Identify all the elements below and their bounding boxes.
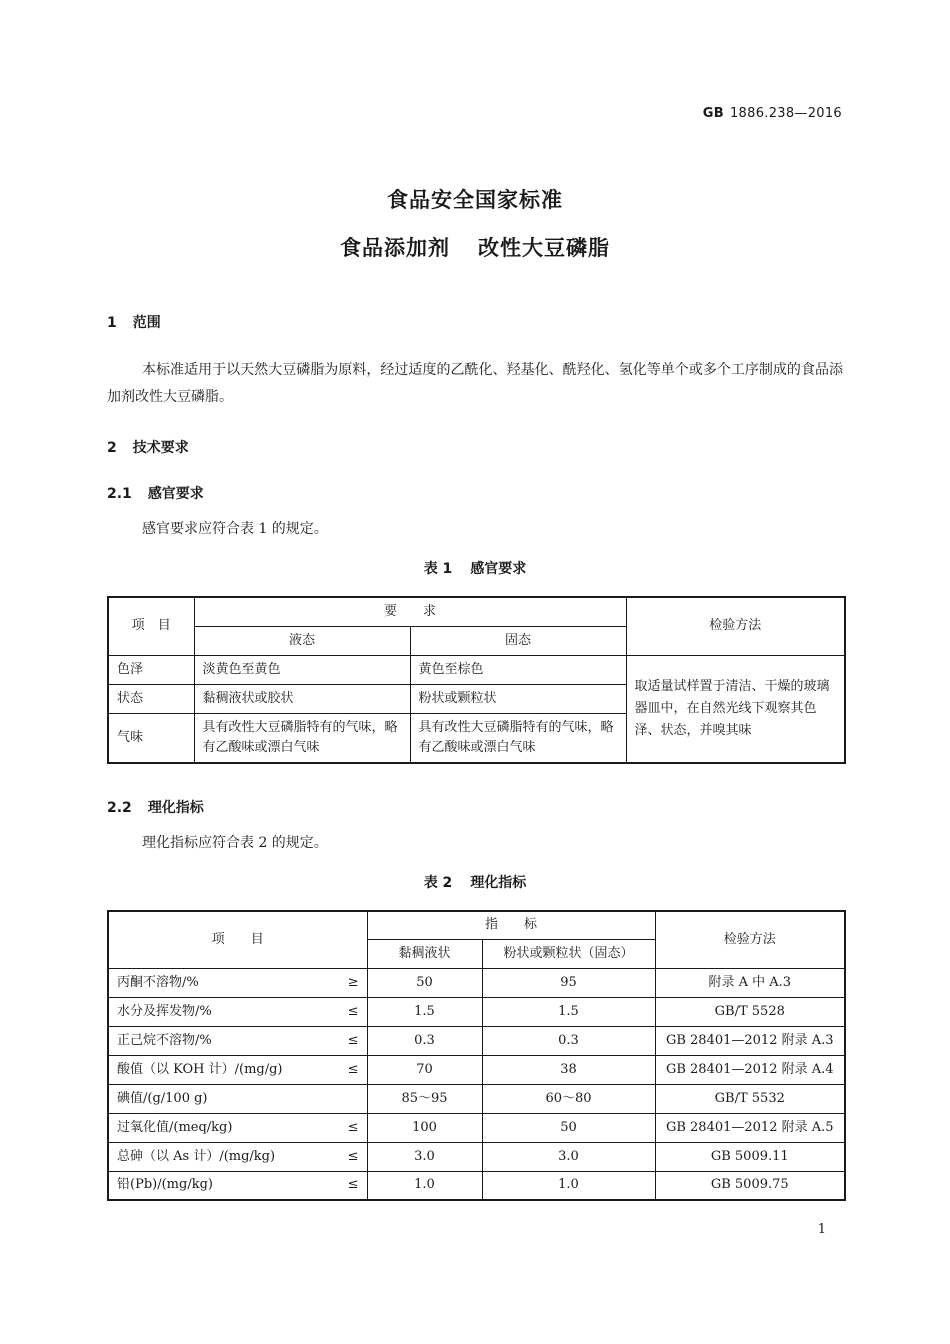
caption-title: 感官要求 — [470, 561, 527, 577]
t2-cell-item: 丙酮不溶物/% — [117, 974, 199, 990]
t2-cell-liquid: 3.0 — [367, 1142, 482, 1171]
t2-cell-method: GB/T 5532 — [655, 1084, 845, 1113]
section-title: 理化指标 — [147, 800, 204, 816]
paragraph-text: 理化指标应符合表 2 的规定。 — [142, 835, 328, 851]
caption-number: 表 2 — [423, 875, 453, 891]
table-row — [108, 1113, 845, 1142]
paragraph-text: 本标准适用于以天然大豆磷脂为原料，经过适度的乙酰化、羟基化、酰羟化、氢化等单个或多个工序制成的食品添加剂改性大豆磷脂。 — [107, 362, 843, 405]
t2-cell-liquid: 1.0 — [367, 1171, 482, 1200]
section-title: 范围 — [132, 315, 161, 331]
caption-title: 理化指标 — [470, 875, 527, 891]
section-2-2-paragraph — [107, 830, 843, 857]
t2-cell-item: 总砷（以 As 计）/(mg/kg) — [117, 1148, 276, 1164]
t1-cell-liquid: 黏稠液状或胶状 — [194, 684, 410, 713]
section-2-1-paragraph — [107, 516, 843, 543]
t2-cell-method: GB 28401—2012 附录 A.3 — [655, 1026, 845, 1055]
section-1-heading — [107, 312, 161, 332]
t2-cell-operator: ≤ — [347, 1032, 359, 1048]
t1-cell-liquid: 淡黄色至黄色 — [194, 655, 410, 684]
table-row — [108, 1026, 845, 1055]
table-row — [108, 997, 845, 1026]
t2-cell-solid: 1.5 — [482, 997, 655, 1026]
t2-header-item: 项 目 — [108, 911, 367, 968]
t1-cell-item: 气味 — [108, 713, 194, 763]
t2-cell-solid: 38 — [482, 1055, 655, 1084]
t1-header-method: 检验方法 — [626, 597, 845, 655]
t2-cell-operator: ≤ — [347, 1177, 359, 1193]
t1-cell-solid: 粉状或颗粒状 — [410, 684, 626, 713]
t2-cell-operator: ≤ — [347, 1003, 359, 1019]
t2-cell-solid: 3.0 — [482, 1142, 655, 1171]
t1-cell-item: 色泽 — [108, 655, 194, 684]
section-number: 2 — [107, 440, 117, 456]
table-2-physicochemical — [107, 910, 846, 1201]
t2-cell-item: 过氧化值/(meq/kg) — [117, 1119, 233, 1135]
t1-header-requirement: 要 求 — [194, 597, 626, 626]
t2-cell-solid: 1.0 — [482, 1171, 655, 1200]
t2-cell-solid: 95 — [482, 968, 655, 997]
section-2-1-heading — [107, 483, 204, 503]
table-row — [108, 1055, 845, 1084]
t1-header-item: 项 目 — [108, 597, 194, 655]
t2-cell-solid: 0.3 — [482, 1026, 655, 1055]
section-1-paragraph — [107, 357, 843, 411]
t2-cell-operator: ≤ — [347, 1061, 359, 1077]
t2-header-method: 检验方法 — [655, 911, 845, 968]
t2-header-solid: 粉状或颗粒状（固态） — [482, 939, 655, 968]
t2-cell-operator: ≤ — [347, 1148, 359, 1164]
t2-header-index: 指 标 — [367, 911, 655, 939]
section-2-2-heading — [107, 797, 204, 817]
standard-code — [703, 106, 842, 121]
t2-cell-item: 碘值/(g/100 g) — [117, 1090, 208, 1106]
table-row — [108, 968, 845, 997]
t2-cell-solid: 60～80 — [482, 1084, 655, 1113]
t1-header-liquid: 液态 — [194, 626, 410, 655]
section-title: 技术要求 — [132, 440, 189, 456]
t2-cell-item: 酸值（以 KOH 计）/(mg/g) — [117, 1061, 283, 1077]
section-2-heading — [107, 437, 189, 457]
table-2-caption — [0, 872, 950, 892]
t1-cell-method: 取适量试样置于清洁、干燥的玻璃器皿中，在自然光线下观察其色泽、状态，并嗅其味 — [626, 655, 845, 763]
t2-cell-liquid: 1.5 — [367, 997, 482, 1026]
t1-cell-liquid: 具有改性大豆磷脂特有的气味，略有乙酸味或漂白气味 — [194, 713, 410, 763]
t2-cell-operator: ≥ — [347, 974, 359, 990]
t2-cell-operator: ≤ — [347, 1119, 359, 1135]
t2-header-liquid: 黏稠液状 — [367, 939, 482, 968]
table-row — [108, 1171, 845, 1200]
t2-cell-item: 水分及挥发物/% — [117, 1003, 212, 1019]
table-1-caption — [0, 558, 950, 578]
t2-cell-solid: 50 — [482, 1113, 655, 1142]
t2-cell-method: 附录 A 中 A.3 — [655, 968, 845, 997]
standard-prefix: GB — [702, 106, 724, 121]
t2-cell-item: 正己烷不溶物/% — [117, 1032, 212, 1048]
standard-number: 1886.238—2016 — [729, 106, 842, 121]
t2-cell-item: 铅(Pb)/(mg/kg) — [117, 1177, 213, 1193]
section-number: 2.2 — [107, 800, 132, 816]
t1-cell-item: 状态 — [108, 684, 194, 713]
title-line2-part-b: 改性大豆磷脂 — [478, 236, 610, 260]
t1-cell-solid: 具有改性大豆磷脂特有的气味，略有乙酸味或漂白气味 — [410, 713, 626, 763]
table-row — [108, 655, 845, 684]
t2-cell-liquid: 0.3 — [367, 1026, 482, 1055]
t2-cell-liquid: 100 — [367, 1113, 482, 1142]
title-line2-part-a: 食品添加剂 — [340, 236, 450, 260]
t1-header-solid: 固态 — [410, 626, 626, 655]
table-row — [108, 1084, 845, 1113]
t2-cell-method: GB 28401—2012 附录 A.5 — [655, 1113, 845, 1142]
page-number: 1 — [817, 1222, 826, 1237]
table-1-sensory — [107, 596, 846, 764]
paragraph-text: 感官要求应符合表 1 的规定。 — [142, 521, 328, 537]
section-number: 2.1 — [107, 486, 132, 502]
document-title-line2 — [0, 232, 950, 262]
document-title-line1: 食品安全国家标准 — [387, 188, 563, 212]
section-title: 感官要求 — [147, 486, 204, 502]
t2-cell-liquid: 85～95 — [367, 1084, 482, 1113]
table-row — [108, 1142, 845, 1171]
t2-cell-method: GB 28401—2012 附录 A.4 — [655, 1055, 845, 1084]
section-number: 1 — [107, 315, 117, 331]
t1-cell-solid: 黄色至棕色 — [410, 655, 626, 684]
t2-cell-liquid: 70 — [367, 1055, 482, 1084]
t2-cell-method: GB 5009.11 — [655, 1142, 845, 1171]
t2-cell-method: GB 5009.75 — [655, 1171, 845, 1200]
t2-cell-method: GB/T 5528 — [655, 997, 845, 1026]
t2-cell-liquid: 50 — [367, 968, 482, 997]
caption-number: 表 1 — [423, 561, 453, 577]
